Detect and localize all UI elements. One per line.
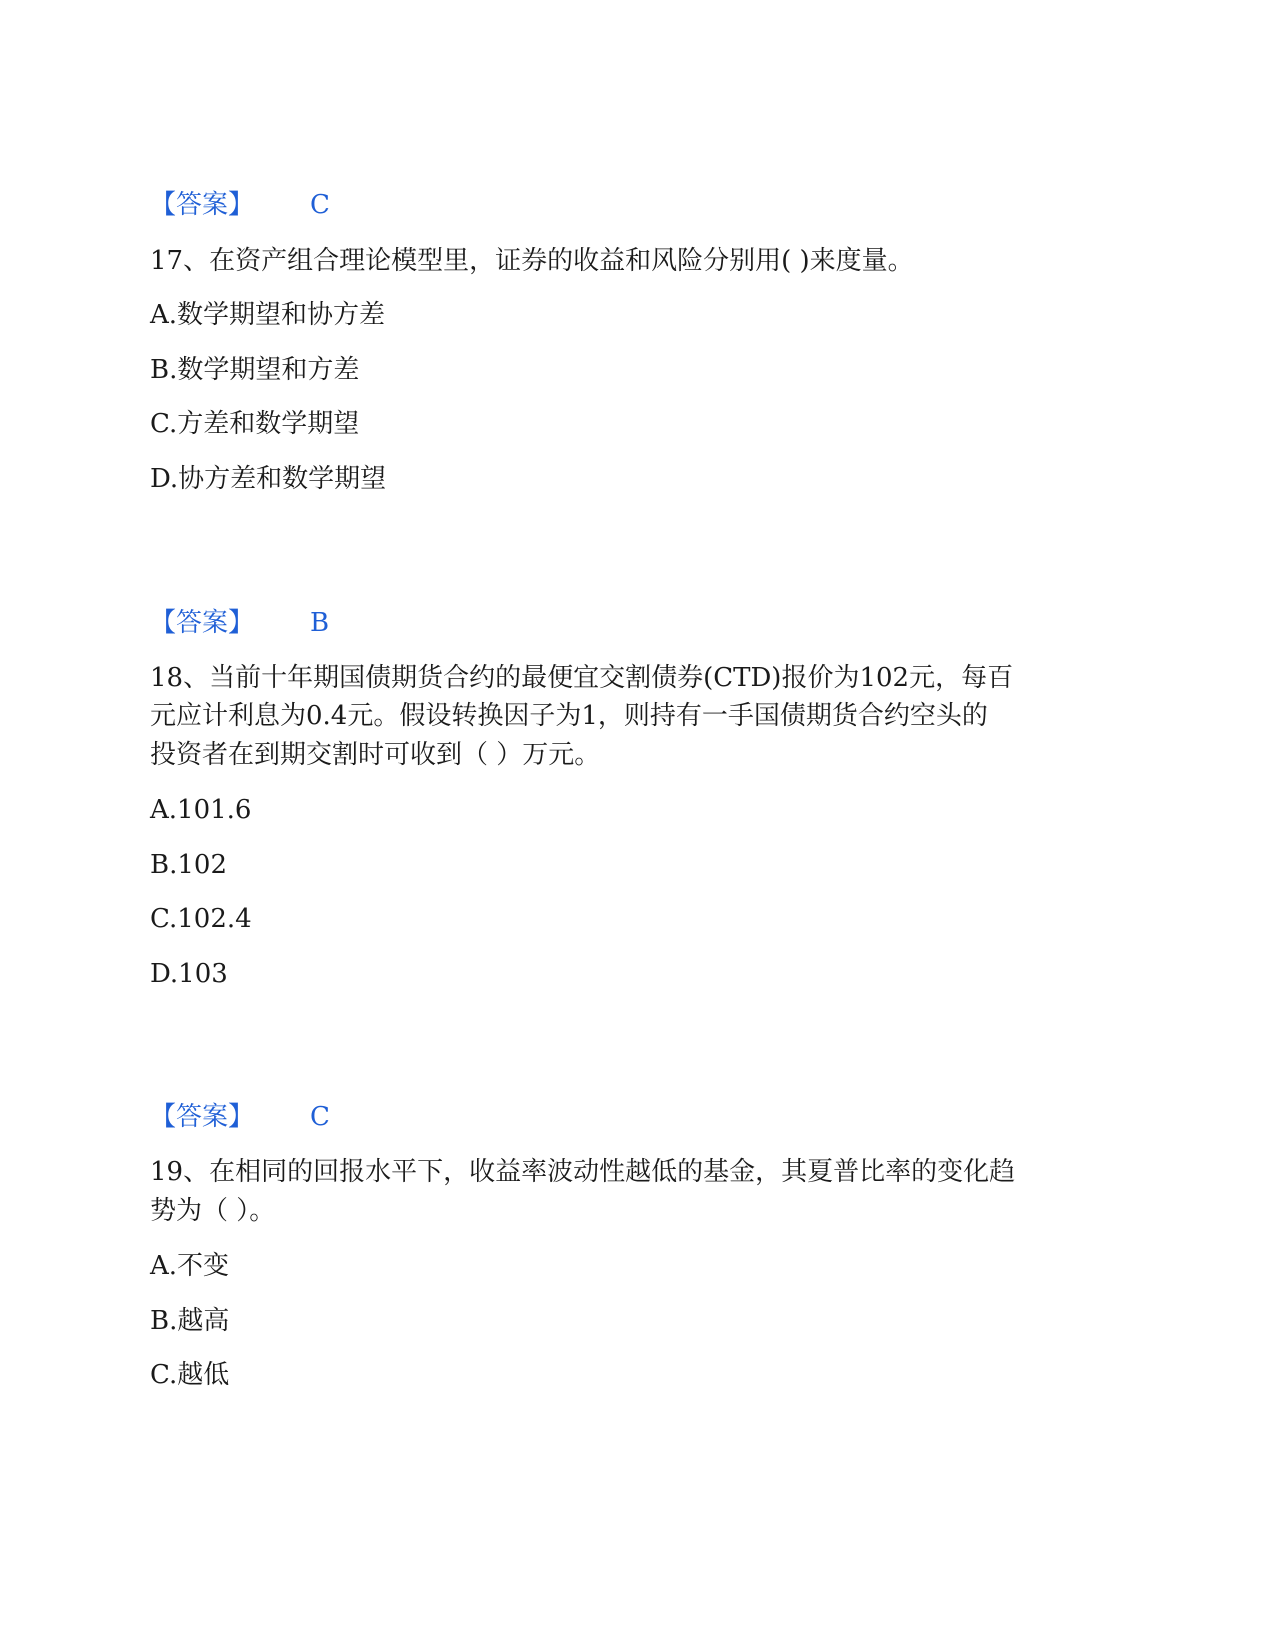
option-b: B.越高 — [150, 1306, 230, 1336]
question-stem-line: 投资者在到期交割时可收到（ ）万元。 — [150, 740, 601, 770]
option-d: D.协方差和数学期望 — [150, 464, 387, 494]
question-stem: 17、在资产组合理论模型里，证券的收益和风险分别用( )来度量。 — [150, 246, 914, 276]
answer-label: 【答案】 — [150, 608, 255, 638]
option-b: B.102 — [150, 850, 227, 880]
question-stem-line: 18、当前十年期国债期货合约的最便宜交割债券(CTD)报价为102元，每百 — [150, 663, 1014, 693]
answer-line — [150, 604, 330, 642]
option-c: C.102.4 — [150, 904, 252, 934]
answer-line — [150, 1098, 330, 1136]
option-a: A.101.6 — [150, 795, 252, 825]
answer-value: C — [310, 190, 330, 220]
option-a: A.数学期望和协方差 — [150, 300, 386, 330]
option-b: B.数学期望和方差 — [150, 355, 360, 385]
answer-label: 【答案】 — [150, 190, 255, 220]
answer-line — [150, 186, 330, 224]
answer-label: 【答案】 — [150, 1102, 255, 1132]
option-c: C.越低 — [150, 1360, 230, 1390]
option-c: C.方差和数学期望 — [150, 409, 360, 439]
question-stem-line: 19、在相同的回报水平下，收益率波动性越低的基金，其夏普比率的变化趋 — [150, 1157, 1016, 1187]
answer-value: B — [310, 608, 330, 638]
option-a: A.不变 — [150, 1251, 230, 1281]
question-stem-line: 元应计利息为0.4元。假设转换因子为1，则持有一手国债期货合约空头的 — [150, 701, 988, 731]
answer-value: C — [310, 1102, 330, 1132]
option-d: D.103 — [150, 959, 228, 989]
question-stem-line: 势为（ ）。 — [150, 1196, 276, 1226]
